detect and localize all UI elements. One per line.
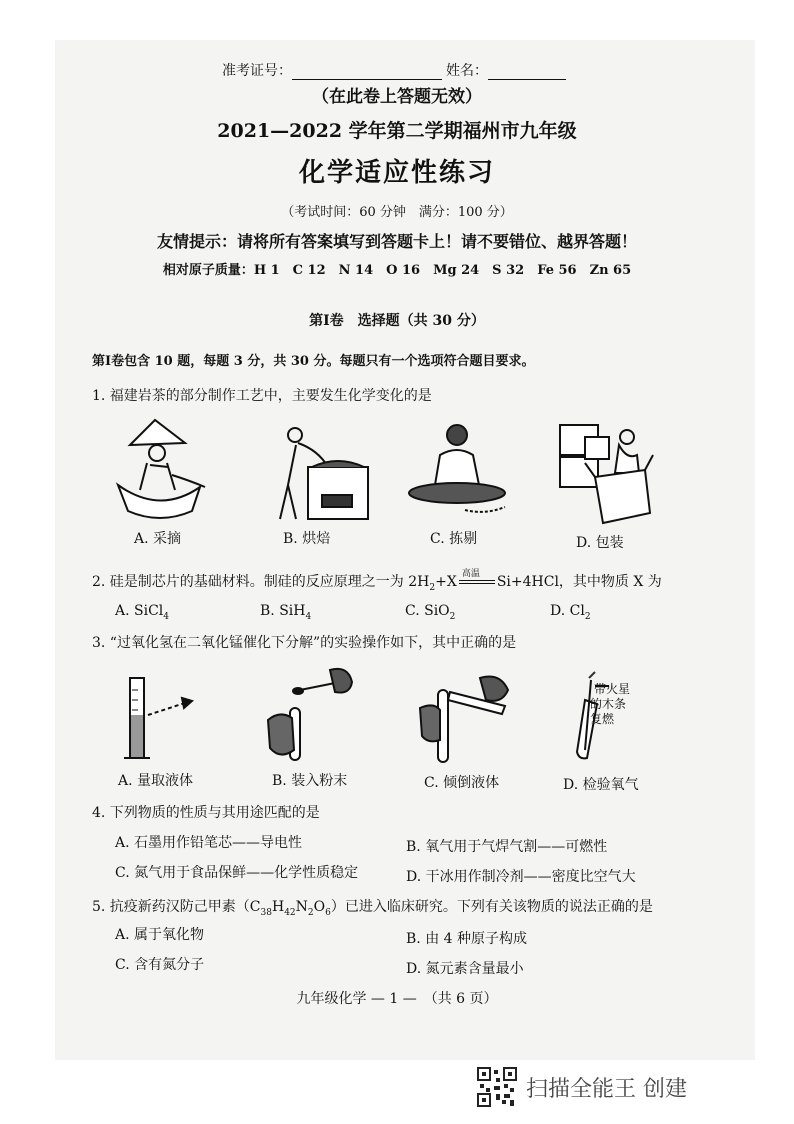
- pour-liquid-illustration: [420, 677, 508, 763]
- q3-d-label-2: 的木条: [590, 697, 627, 711]
- add-powder-illustration: [268, 669, 352, 760]
- q4-option-a: A. 石墨用作铅笔芯——导电性: [115, 835, 303, 851]
- friendly-tip: 友情提示：请将所有答案填写到答题卡上！请不要错位、越界答题！: [156, 232, 637, 251]
- q4-option-d: D. 干冰用作制冷剂——密度比空气大: [406, 869, 636, 885]
- exam-number-label: 准考证号：: [222, 63, 292, 79]
- q3-d-label-1: 带火星: [594, 682, 631, 696]
- name-label: 姓名：: [446, 63, 488, 79]
- graduated-cylinder-illustration: [124, 678, 192, 758]
- q1-option-c: C. 拣剔: [430, 531, 478, 547]
- qr-code-icon: [476, 1066, 518, 1108]
- page-title: 化学适应性练习: [298, 158, 495, 188]
- reaction-arrow: [457, 569, 497, 589]
- q5-stem: 5. 抗疫新药汉防己甲素$(C_{38}H_{42}N_2O_6)$已进入临床研究。下列有关该物质的说法正确的是: [92, 899, 653, 918]
- q5-option-b: B. 由 4 种原子构成: [406, 931, 527, 947]
- q4-option-b: B. 氧气用于气焊气割——可燃性: [406, 839, 608, 855]
- q3-option-a: A. 量取液体: [118, 773, 194, 789]
- q4-stem: 4. 下列物质的性质与其用途匹配的是: [92, 805, 320, 821]
- q4-option-c: C. 氮气用于食品保鲜——化学性质稳定: [115, 865, 359, 881]
- page-footer: 九年级化学 — 1 — （共 6 页）: [296, 991, 498, 1007]
- term-title: 2021—2022 学年第二学期福州市九年级: [217, 120, 577, 142]
- q3-d-label-3: 复燃: [590, 712, 615, 726]
- q3-option-b: B. 装入粉末: [272, 773, 348, 789]
- q5-option-c: C. 含有氮分子: [115, 957, 205, 973]
- scanner-watermark: 扫描全能王 创建: [526, 1077, 687, 1102]
- q1-option-b: B. 烘焙: [283, 531, 331, 547]
- q1-illustrations: [110, 415, 710, 527]
- reaction-condition: 高温: [461, 569, 480, 579]
- q5-option-a: A. 属于氧化物: [115, 927, 205, 943]
- packaging-illustration: [560, 425, 653, 523]
- q1-stem: 1. 福建岩茶的部分制作工艺中，主要发生化学变化的是: [92, 388, 432, 404]
- q3-option-c: C. 倾倒液体: [424, 775, 500, 791]
- q3-stem: 3. “过氧化氢在二氧化锰催化下分解”的实验操作如下，其中正确的是: [92, 635, 517, 651]
- exam-number-blank: [292, 65, 442, 80]
- q5-stem-part-a: 5. 抗疫新药汉防己甲素（C: [92, 899, 261, 915]
- q5-stem-part-b: ）已进入临床研究。下列有关该物质的说法正确的是: [330, 899, 653, 915]
- q2-stem: [92, 569, 662, 597]
- q2-stem-part-a: 2. 硅是制芯片的基础材料。制硅的反应原理之一为 2H: [92, 574, 430, 590]
- atomic-masses: 相对原子质量：H 1 C 12 N 14 O 16 Mg 24 S 32 Fe 56 Zn 65: [162, 263, 632, 278]
- q1-option-a: A. 采摘: [134, 531, 182, 547]
- section-instruction: 第Ⅰ卷包含 10 题，每题 3 分，共 30 分。每题只有一个选项符合题目要求。: [92, 354, 535, 369]
- invalid-note: （在此卷上答题无效）: [312, 87, 482, 107]
- time-score: （考试时间：60 分钟 满分：100 分）: [281, 205, 513, 220]
- q2-subscript: 2: [429, 582, 436, 593]
- exam-number-row: [222, 62, 566, 80]
- q3-option-d: D. 检验氧气: [563, 777, 639, 793]
- q2-stem-part-c: Si+4HCl，其中物质 X 为: [496, 574, 662, 590]
- q2-stem-part-b: +X: [435, 574, 457, 590]
- section-title: 第Ⅰ卷 选择题（共 30 分）: [309, 313, 485, 329]
- roasting-illustration: [280, 428, 368, 519]
- tea-picking-illustration: [118, 420, 205, 518]
- q2-option-d: D. $Cl_2$: [550, 603, 591, 622]
- q5-option-d: D. 氮元素含量最小: [406, 961, 524, 977]
- q2-option-b: B. SiH$_4$: [260, 603, 312, 622]
- q3-illustrations: [110, 660, 710, 770]
- q1-option-d: D. 包装: [576, 535, 624, 551]
- q2-option-a: A. SiCl$_4$: [115, 603, 170, 622]
- q2-option-c: C. SiO$_2$: [405, 603, 456, 622]
- sorting-illustration: [409, 425, 505, 512]
- name-blank: [488, 65, 566, 80]
